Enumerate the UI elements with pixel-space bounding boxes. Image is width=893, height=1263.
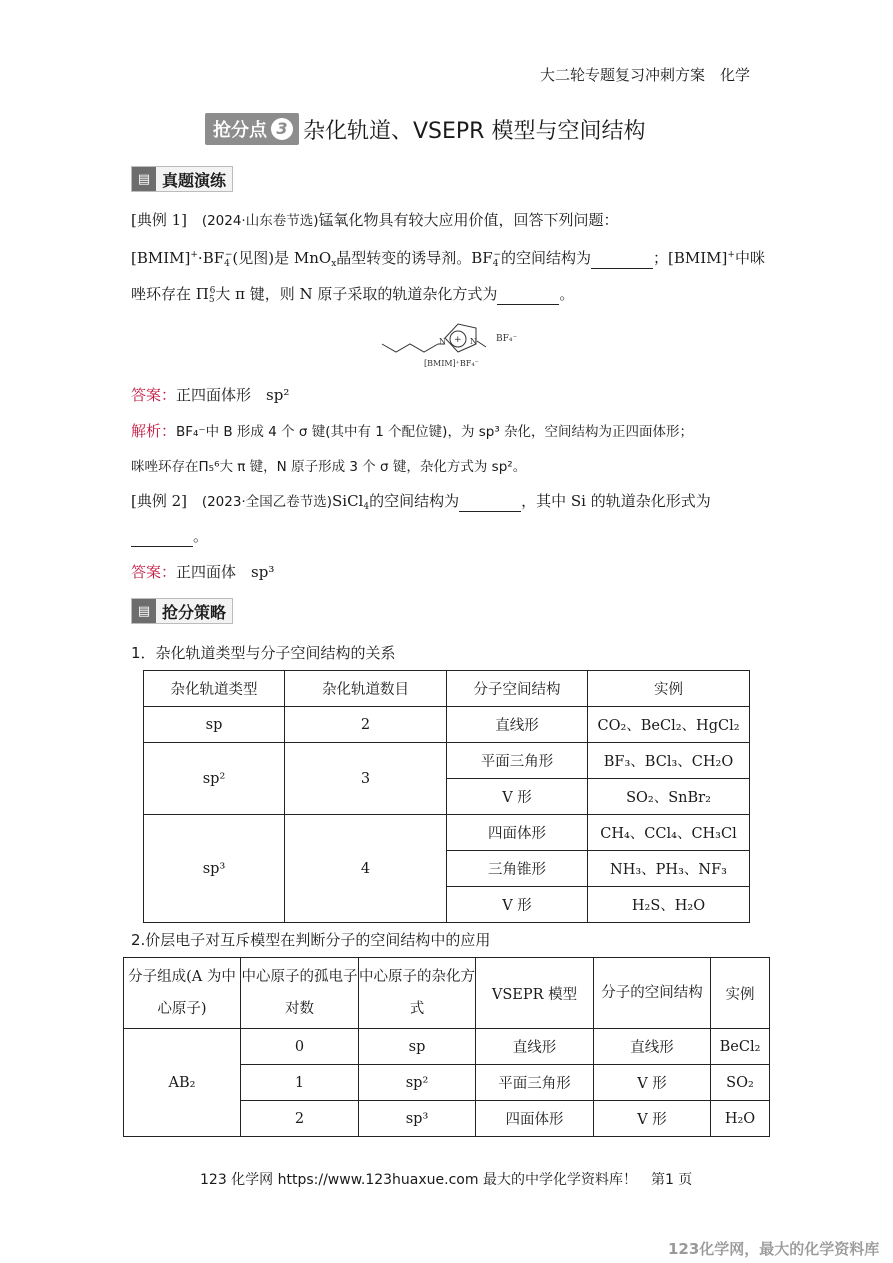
table-cell: 四面体形	[476, 1101, 594, 1137]
table-header: 实例	[588, 671, 750, 707]
table-cell: 0	[241, 1029, 359, 1065]
text-fragment: 。	[193, 527, 209, 545]
table-cell: 3	[285, 743, 447, 815]
document-header: 大二轮专题复习冲刺方案 化学	[540, 66, 751, 84]
table-cell: CO₂、BeCl₂、HgCl₂	[588, 707, 750, 743]
answer-text: 正四面体 sp³	[176, 563, 275, 581]
example-tag: [典例 2]	[131, 492, 188, 510]
table-row	[144, 707, 750, 743]
table-cell: SO₂、SnBr₂	[588, 779, 750, 815]
answer-label: 答案：	[131, 386, 177, 404]
table-cell: sp	[144, 707, 285, 743]
text-fragment: ，其中 Si 的轨道杂化形式为	[521, 492, 711, 510]
answer-label: 答案：	[131, 563, 177, 581]
bmim-structure-figure	[378, 314, 538, 372]
table-header: 杂化轨道数目	[285, 671, 447, 707]
table-header: 分子空间结构	[447, 671, 588, 707]
table-cell: H₂S、H₂O	[588, 887, 750, 923]
figure-ion-label: BF₄⁻	[496, 334, 518, 344]
analysis-text: 咪唑环存在Π₅⁶大 π 键，N 原子形成 3 个 σ 键，杂化方式为 sp²。	[131, 459, 527, 475]
table-cell: NH₃、PH₃、NF₃	[588, 851, 750, 887]
section-title	[205, 112, 645, 146]
table-cell: 直线形	[594, 1029, 711, 1065]
analysis1-line1	[131, 421, 693, 442]
table-cell: BeCl₂	[711, 1029, 770, 1065]
table-cell: AB₂	[124, 1029, 241, 1137]
table-cell: V 形	[447, 887, 588, 923]
table-header: 中心原子的孤电子对数	[241, 958, 359, 1029]
text-fragment: 的空间结构为	[501, 249, 592, 267]
text-fragment: ；[BMIM]	[653, 249, 728, 267]
table-header: 杂化轨道类型	[144, 671, 285, 707]
table-cell: SO₂	[711, 1065, 770, 1101]
page-title: 杂化轨道、VSEPR 模型与空间结构	[303, 118, 646, 144]
svg-text:N: N	[470, 337, 477, 346]
table-cell: 1	[241, 1065, 359, 1101]
example1-line3: 唑环存在 $\Pi_5^6$大 π 键，则 N 原子采取的轨道杂化方式为 。	[131, 285, 575, 305]
text-fragment: 的空间结构为	[369, 492, 460, 510]
table-cell: 直线形	[447, 707, 588, 743]
example-tag: [典例 1]	[131, 211, 188, 229]
figure-caption: [BMIM]⁺BF₄⁻	[424, 359, 479, 368]
answer-text: 正四面体形 sp²	[176, 386, 290, 404]
book-icon: ▤	[132, 599, 156, 623]
analysis-text: BF₄⁻中 B 形成 4 个 σ 键(其中有 1 个配位键)，为 sp³ 杂化，空间结构为正四面体形；	[176, 424, 694, 440]
table-cell: V 形	[594, 1101, 711, 1137]
table-header: 分子的空间结构	[594, 958, 711, 1029]
table-row	[124, 1029, 770, 1065]
table-cell: H₂O	[711, 1101, 770, 1137]
text-fragment: 大 π 键，则 N 原子采取的轨道杂化方式为	[215, 285, 498, 303]
example2-line1: [典例 2] (2023·全国乙卷节选)SiCl$_4$的空间结构为 ，其中 Si 的轨道杂化形式为	[131, 492, 711, 512]
table-header: VSEPR 模型	[476, 958, 594, 1029]
title-badge	[205, 113, 299, 145]
text-fragment: [BMIM]	[131, 249, 191, 267]
answer-blank	[131, 526, 193, 547]
table-cell: sp³	[359, 1101, 476, 1137]
section-header-strategy	[131, 598, 233, 624]
table-cell: sp³	[144, 815, 285, 923]
title-badge-number: 3	[271, 118, 293, 140]
table-cell: V 形	[594, 1065, 711, 1101]
vsepr-table	[123, 957, 770, 1137]
answer-blank	[497, 284, 559, 305]
text-fragment: 晶型转变的诱导剂。BF	[336, 249, 493, 267]
table-cell: 平面三角形	[476, 1065, 594, 1101]
example1-line1	[131, 210, 619, 231]
table-cell: 2	[241, 1101, 359, 1137]
example-source: (2023·全国乙卷节选)	[201, 494, 332, 510]
text-fragment: 唑环存在 Π	[131, 285, 209, 303]
table-cell: 2	[285, 707, 447, 743]
table-row	[144, 815, 750, 851]
table-cell: sp	[359, 1029, 476, 1065]
table-cell: 4	[285, 815, 447, 923]
svg-text:N: N	[439, 337, 446, 346]
subheading-1: 1．杂化轨道类型与分子空间结构的关系	[131, 644, 396, 662]
table-cell: sp²	[359, 1065, 476, 1101]
text-fragment: SiCl	[332, 492, 364, 510]
watermark: 123化学网，最大的化学资料库	[668, 1240, 880, 1258]
section-label: 真题演练	[162, 170, 227, 190]
table-cell: 四面体形	[447, 815, 588, 851]
answer1	[131, 385, 289, 405]
example2-line2	[131, 526, 208, 547]
analysis-label: 解析：	[131, 422, 177, 440]
answer-blank	[459, 491, 521, 512]
title-badge-label: 抢分点	[213, 120, 267, 141]
table-cell: 直线形	[476, 1029, 594, 1065]
text-fragment: ·BF	[197, 249, 225, 267]
table-row	[144, 743, 750, 779]
table-cell: V 形	[447, 779, 588, 815]
table-header: 分子组成(A 为中心原子)	[124, 958, 241, 1029]
example1-line2: $[BMIM]^+\cdot BF_4^-$(见图)是 MnO$_x$晶型转变的诱导剂。$BF_4^-$的空间结构为 ；[BMIM]+中咪	[131, 249, 765, 269]
table-cell: 三角锥形	[447, 851, 588, 887]
section-header-practice	[131, 166, 233, 192]
table-header: 实例	[711, 958, 770, 1029]
book-icon: ▤	[132, 167, 156, 191]
text-fragment: 中咪	[734, 249, 765, 267]
table-cell: BF₃、BCl₃、CH₂O	[588, 743, 750, 779]
table-cell: CH₄、CCl₄、CH₃Cl	[588, 815, 750, 851]
text-fragment: (见图)是 MnO	[232, 249, 332, 267]
table-header: 中心原子的杂化方式	[359, 958, 476, 1029]
section-label: 抢分策略	[162, 602, 227, 622]
analysis1-line2	[131, 456, 526, 477]
answer-blank	[591, 248, 653, 269]
hybridization-table	[143, 670, 750, 923]
table-cell: 平面三角形	[447, 743, 588, 779]
page-footer: 123 化学网 https://www.123huaxue.com 最大的中学化学资料库！ 第1 页	[200, 1172, 693, 1188]
subheading-2: 2.价层电子对互斥模型在判断分子的空间结构中的应用	[131, 931, 491, 949]
text-fragment: 。	[559, 285, 575, 303]
example-source: (2024·山东卷节选)	[201, 213, 319, 229]
svg-text:+: +	[454, 335, 462, 345]
example-intro: 锰氧化物具有较大应用价值，回答下列问题：	[318, 211, 619, 229]
table-cell: sp²	[144, 743, 285, 815]
answer2	[131, 562, 274, 582]
